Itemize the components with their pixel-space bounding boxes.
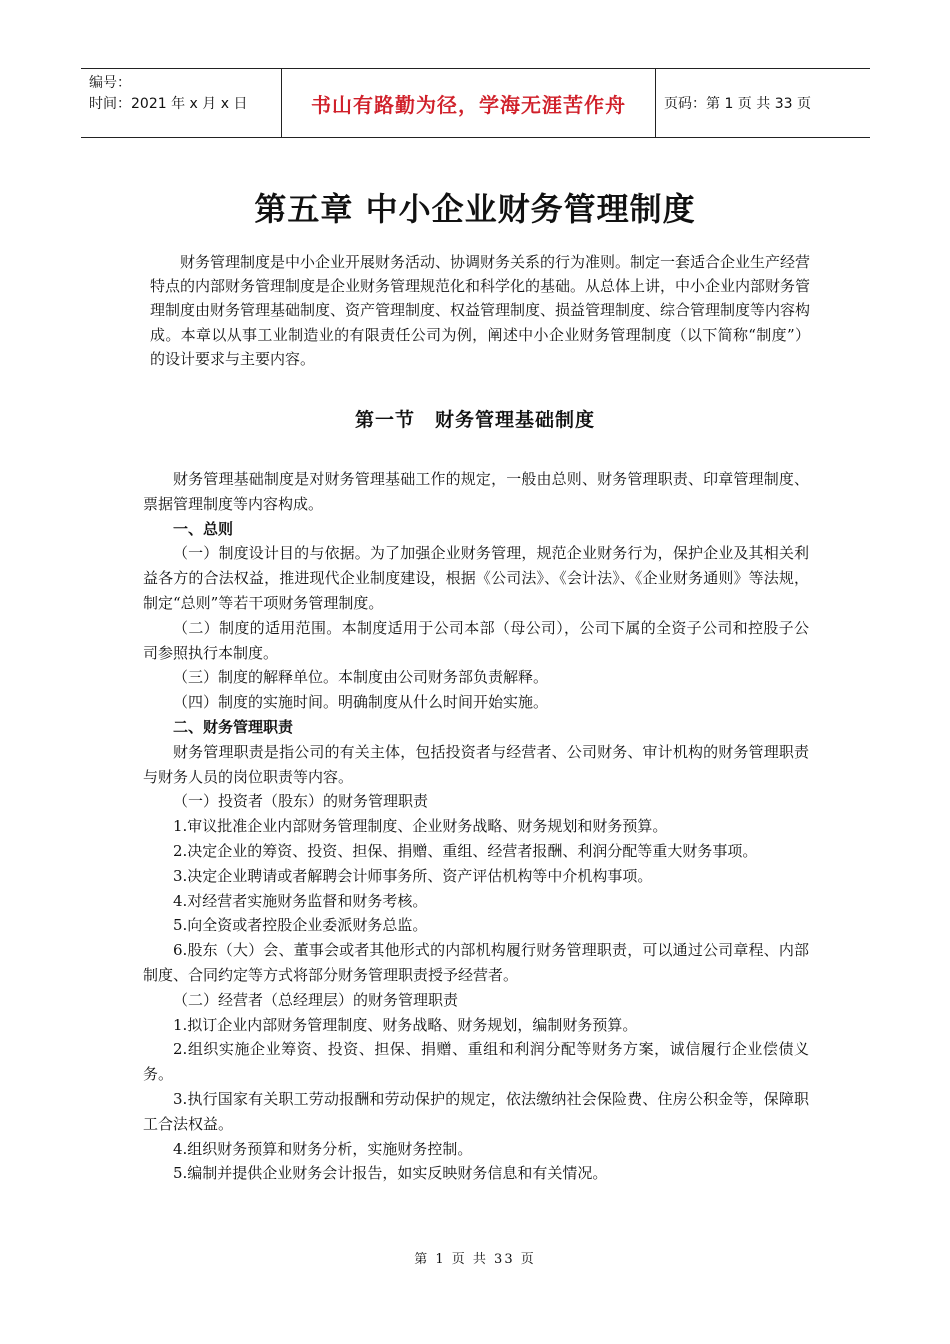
paragraph: （一）制度设计目的与依据。为了加强企业财务管理，规范企业财务行为，保护企业及其相关利益各方的合法权益，推进现代企业制度建设，根据《公司法》、《会计法》、《企业财务通则》等法规，制定“总则”等若干项财务管理制度。 bbox=[143, 544, 809, 612]
paragraph: 5.向全资或者控股企业委派财务总监。 bbox=[173, 916, 428, 935]
intro-paragraph: 财务管理制度是中小企业开展财务活动、协调财务关系的行为准则。制定一套适合企业生产经营特点的内部财务管理制度是企业财务管理规范化和科学化的基础。从总体上讲，中小企业内部财务管理制度由财务管理基础制度、资产管理制度、权益管理制度、损益管理制度、综合管理制度等内容构成。本章以从事工业制造业的有限责任公司为例，阐述中小企业财务管理制度（以下简称“制度”）的设计要求与主要内容。 bbox=[150, 253, 811, 368]
page-info: 页码：第 1 页 共 33 页 bbox=[664, 96, 811, 112]
date-label: 时间：2021 年 x 月 x 日 bbox=[89, 96, 248, 112]
paragraph: （一）投资者（股东）的财务管理职责 bbox=[173, 792, 429, 811]
paragraph: （三）制度的解释单位。本制度由公司财务部负责解释。 bbox=[173, 668, 549, 687]
paragraph: 4.组织财务预算和财务分析，实施财务控制。 bbox=[173, 1139, 473, 1158]
paragraph: （二）制度的适用范围。本制度适用于公司本部（母公司），公司下属的全资子公司和控股子公司参照执行本制度。 bbox=[143, 618, 809, 662]
paragraph: 财务管理职责是指公司的有关主体，包括投资者与经营者、公司财务、审计机构的财务管理职责与财务人员的岗位职责等内容。 bbox=[143, 742, 809, 786]
paragraph: 6.股东（大）会、董事会或者其他形式的内部机构履行财务管理职责，可以通过公司章程、内部制度、合同约定等方式将部分财务管理职责授予经营者。 bbox=[143, 941, 809, 984]
paragraph: 2.组织实施企业筹资、投资、担保、捐赠、重组和利润分配等财务方案，诚信履行企业偿债义务。 bbox=[143, 1040, 809, 1084]
paragraph: 3.决定企业聘请或者解聘会计师事务所、资产评估机构等中介机构事项。 bbox=[173, 866, 653, 885]
motto: 书山有路勤为径，学海无涯苦作舟 bbox=[282, 69, 656, 137]
heading-general-rules: 一、总则 bbox=[173, 519, 234, 538]
header-table bbox=[81, 68, 870, 138]
paragraph: 1.审议批准企业内部财务管理制度、企业财务战略、财务规划和财务预算。 bbox=[173, 817, 668, 836]
paragraph: 3.执行国家有关职工劳动报酬和劳动保护的规定，依法缴纳社会保险费、住房公积金等，保障职工合法权益。 bbox=[143, 1089, 809, 1133]
header-left-cell bbox=[81, 69, 282, 137]
body-text bbox=[143, 467, 809, 1186]
section-title: 第一节 财务管理基础制度 bbox=[354, 409, 595, 431]
paragraph: 2.决定企业的筹资、投资、担保、捐赠、重组、经营者报酬、利润分配等重大财务事项。 bbox=[173, 841, 758, 860]
paragraph: 财务管理基础制度是对财务管理基础工作的规定，一般由总则、财务管理职责、印章管理制度、票据管理制度等内容构成。 bbox=[143, 470, 809, 513]
paragraph: 5.编制并提供企业财务会计报告，如实反映财务信息和有关情况。 bbox=[173, 1164, 608, 1183]
heading-responsibilities: 二、财务管理职责 bbox=[173, 717, 294, 736]
code-label: 编号： bbox=[89, 75, 131, 91]
paragraph: 1.拟订企业内部财务管理制度、财务战略、财务规划，编制财务预算。 bbox=[173, 1015, 638, 1034]
chapter-title: 第五章 中小企业财务管理制度 bbox=[254, 190, 696, 228]
paragraph: 4.对经营者实施财务监督和财务考核。 bbox=[173, 891, 428, 910]
paragraph: （二）经营者（总经理层）的财务管理职责 bbox=[173, 990, 459, 1009]
page-footer: 第 1 页 共 33 页 bbox=[414, 1252, 536, 1267]
paragraph: （四）制度的实施时间。明确制度从什么时间开始实施。 bbox=[173, 693, 549, 712]
